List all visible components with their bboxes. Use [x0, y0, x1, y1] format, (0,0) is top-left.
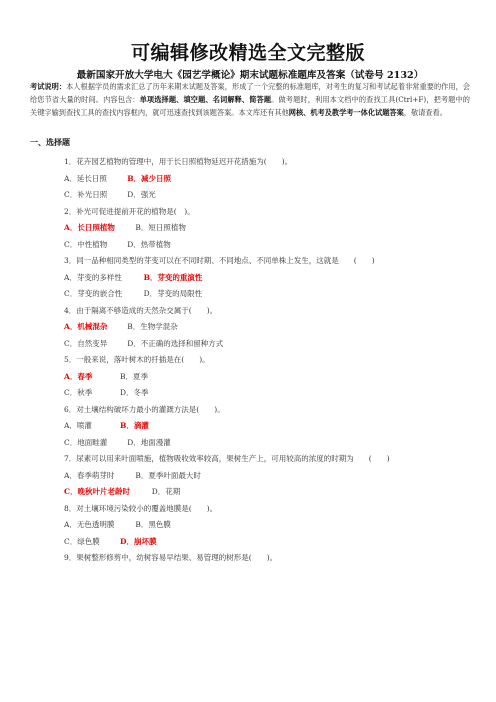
option: D．热带植物 [127, 239, 171, 249]
option: A．喷灌 [64, 421, 92, 430]
option: A．春季萌芽时 [64, 470, 115, 480]
question-stem: 9．果树整形修剪中，幼树容易早结果、易管理的树形是( )。 [64, 553, 278, 562]
option: A．芽变的多样性 [64, 272, 122, 282]
question-stem: 7．尿素可以用来叶面喷施，植物吸收效率较高，果树生产上，可用较高的浓度的时期为 ( ) [64, 454, 390, 463]
correct-option: B．芽变的重演性 [143, 272, 203, 282]
instructions-text-3: ，敬请查看。 [403, 108, 447, 118]
banner-title: 可编辑修改精选全文完整版 [130, 42, 365, 64]
question-stem: 2．补光可促进提前开花的植物是( )。 [64, 206, 195, 216]
option: C．补光日照 [64, 190, 108, 199]
option: D．地面漫灌 [127, 437, 171, 447]
option: B．生物学混杂 [127, 322, 178, 331]
option: A．延长日照 [64, 173, 107, 183]
option: B．黑色膜 [135, 520, 171, 529]
question-stem: 5．一般来说，落叶树木的扦插是在( )。 [64, 355, 210, 364]
option: D．花期 [151, 487, 181, 496]
question-stem: 8．对土壤环境污染较小的覆盖地膜是( )。 [64, 503, 218, 513]
question-stem: 4．由于隔离不够造成的天然杂交属于( )。 [64, 305, 218, 315]
instructions-bold-2: 网核、机考及教学考一体化试题答案 [288, 108, 404, 118]
correct-option: C．晚秋叶片老龄时 [64, 487, 130, 496]
option: C．自然变异 [64, 338, 108, 348]
correct-option: B．减少日照 [127, 173, 172, 183]
option: B．夏季叶面最大时 [135, 470, 201, 480]
correct-option: A．春季 [64, 371, 93, 381]
instructions-bold-1: 单项选择题、填空题、名词解释、简答题 [139, 95, 272, 105]
instructions-label: 考试说明： [30, 82, 67, 91]
instructions-text-2: 。做考题时，利用本文档中的查找工具(Ctrl+F)，把考题中的关键字输到查找工具的查找内容框内，就可迅速查找到该题答案。本文库还有其他 [30, 95, 470, 118]
option: A．无色透明膜 [64, 520, 115, 529]
option: C．绿色膜 [64, 536, 100, 546]
option: D．不正确的选择和留种方式 [127, 338, 224, 348]
question-stem: 6．对土壤结构破坏力最小的灌溉方法是( )。 [64, 404, 225, 414]
document-title: 最新国家开放大学电大《园艺学概论》期末试题标准题库及答案（试卷号 2132） [76, 70, 424, 81]
option: B．短日照植物 [135, 223, 186, 232]
option: D．冬季 [120, 388, 149, 397]
option: D．芽变的局限性 [143, 289, 203, 298]
option: D．强光 [127, 190, 156, 199]
option: B．夏季 [120, 371, 149, 381]
option: C．地面畦灌 [64, 437, 108, 447]
correct-option: A．长日照植物 [64, 223, 115, 232]
section-heading: 一、选择题 [30, 138, 70, 147]
correct-option: B．滴灌 [120, 421, 149, 430]
option: C．中性植物 [64, 239, 108, 249]
correct-option: D．崩坏膜 [120, 536, 157, 546]
question-stem: 1．花卉园艺植物的管理中，用于长日照植物延迟开花措施为( )。 [64, 157, 293, 166]
correct-option: A．机械混杂 [64, 322, 108, 331]
option: C．芽变的嵌合性 [64, 289, 123, 298]
exam-instructions [30, 80, 470, 120]
instructions-text-1: 本人根据学员的需求汇总了历年来期末试题及答案，形成了一个完整的标准题库，对考生的复习和考试起着非常重要的作用，会给您节省大量的时间。内容包含： [30, 82, 470, 105]
question-stem: 3．同一品种相同类型的芽变可以在不同时期、不同地点、不同单株上发生，这就是 ( ) [64, 256, 375, 265]
option: C．秋季 [64, 388, 93, 397]
